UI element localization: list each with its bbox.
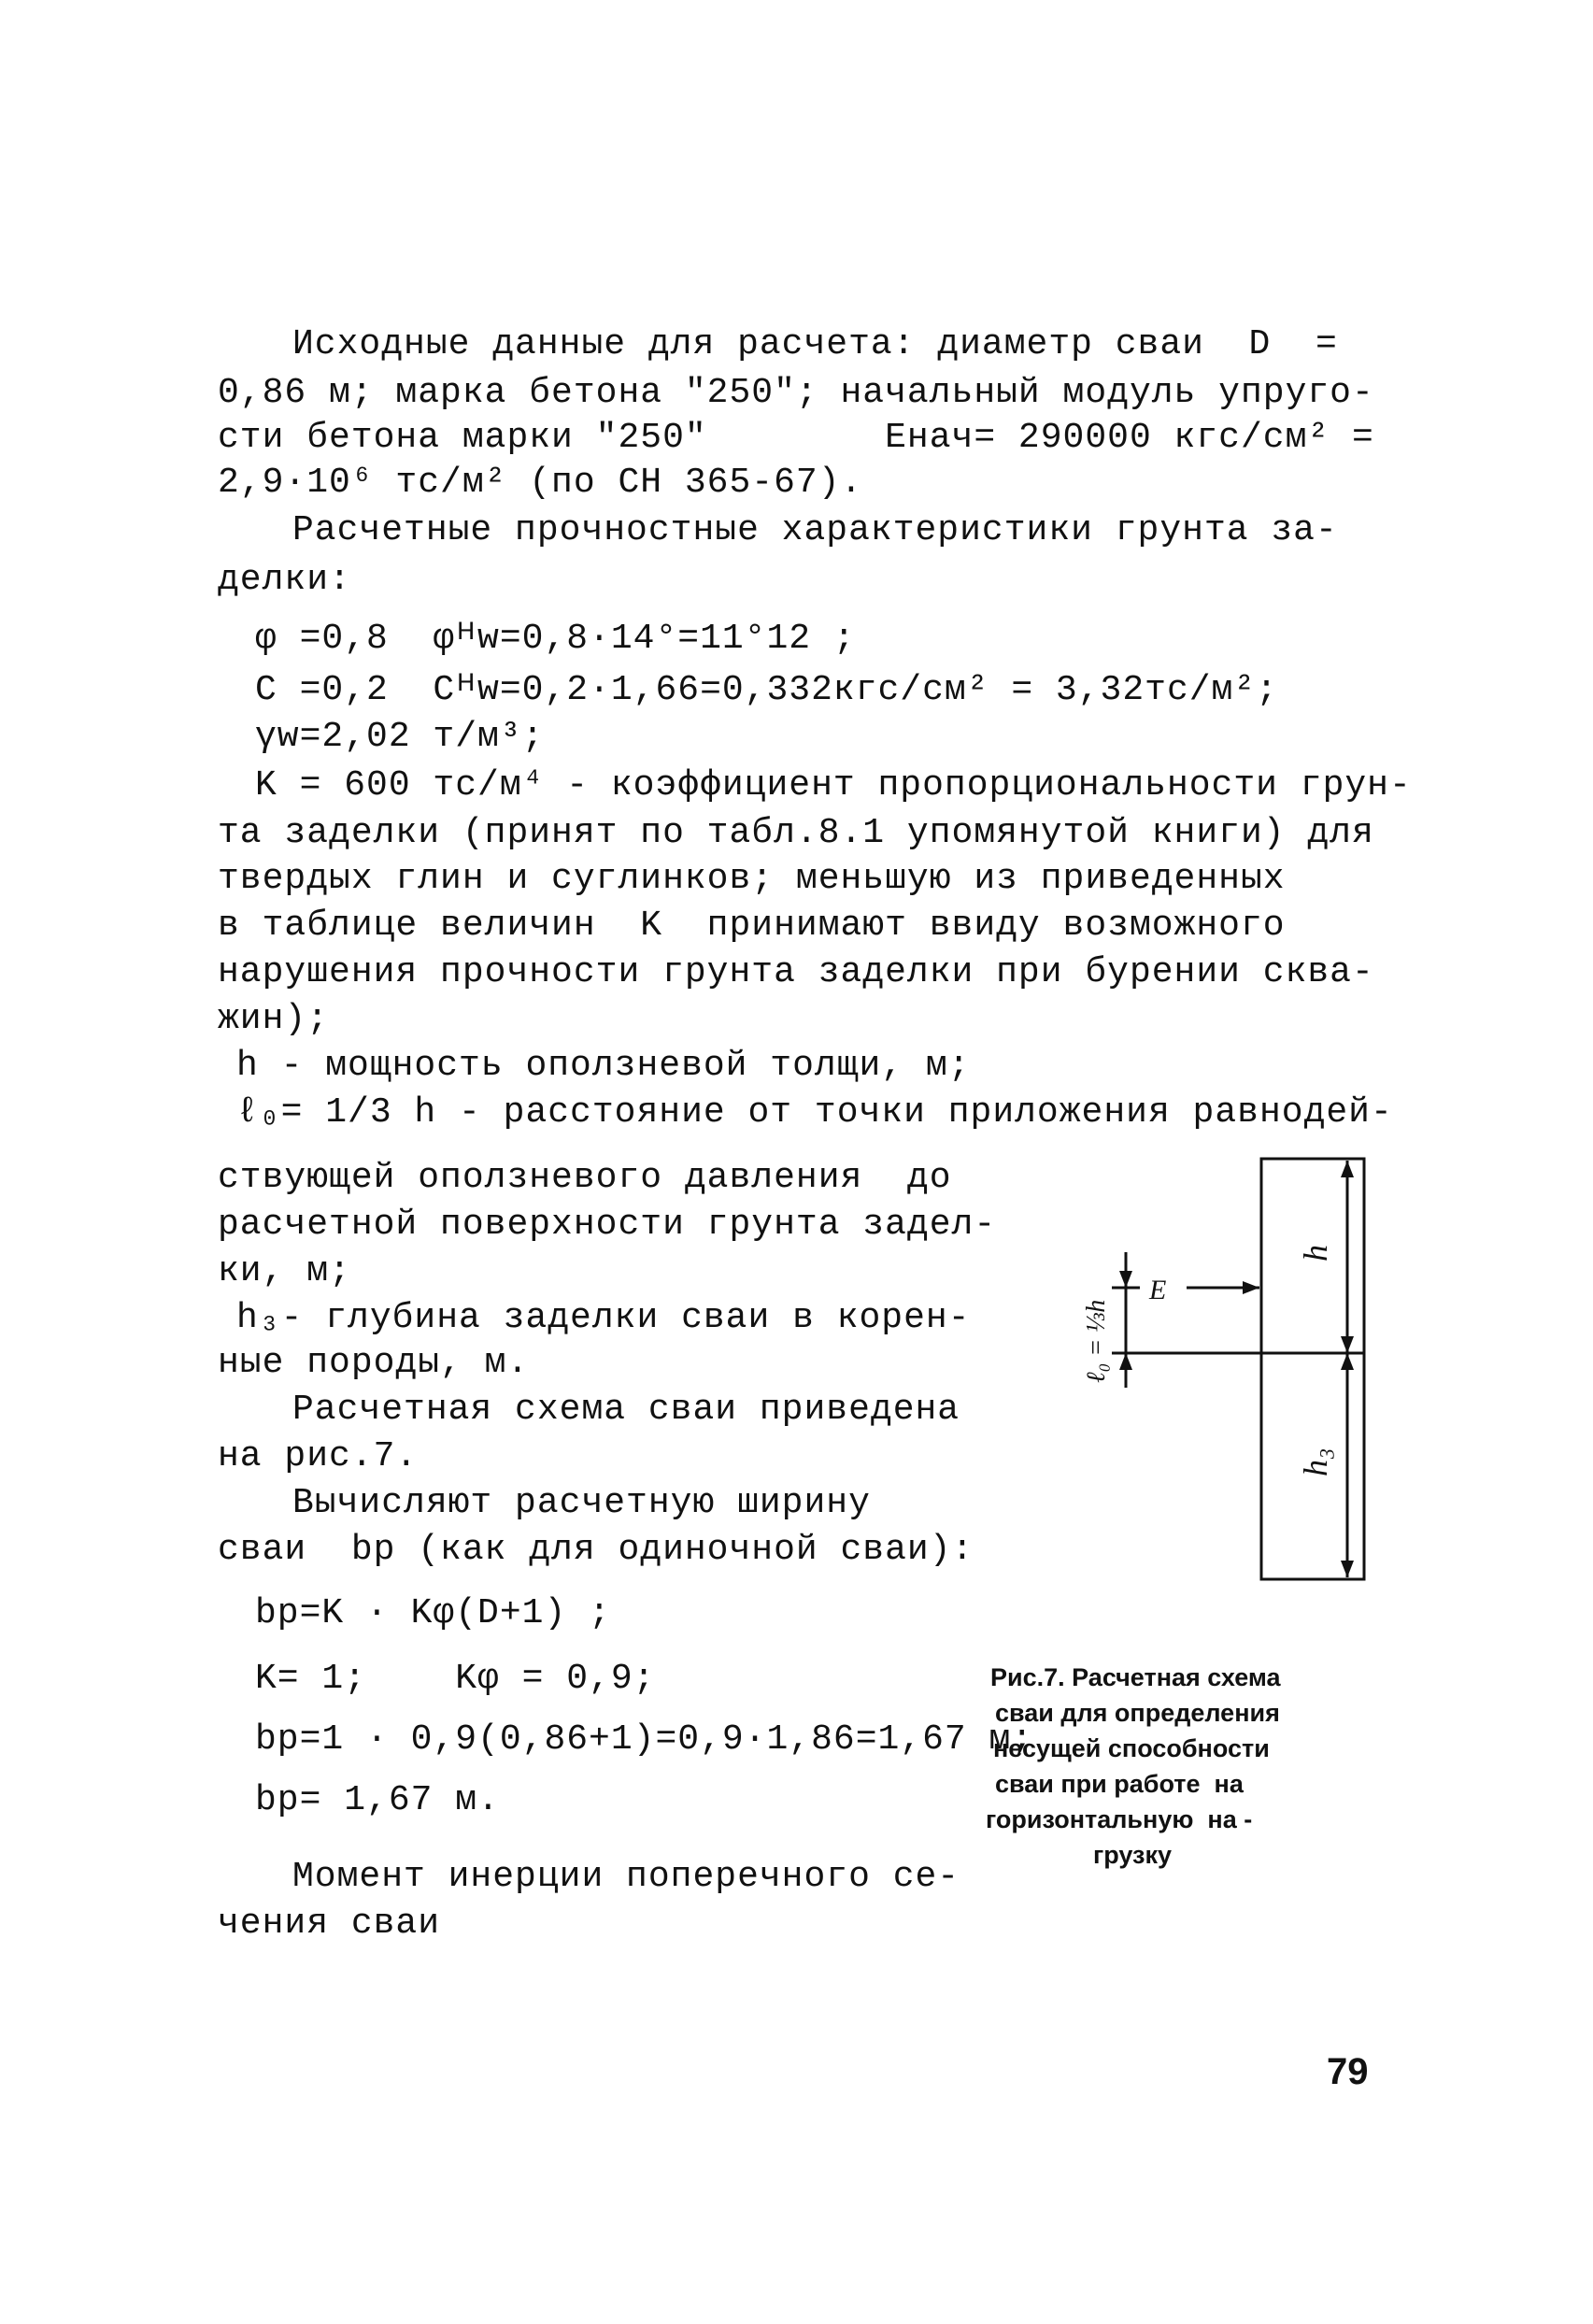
text-line: на рис.7. xyxy=(218,1436,419,1476)
text-line: та заделки (принят по табл.8.1 упомянутой книги) для xyxy=(218,813,1374,853)
formula-line: bp=1 · 0,9(0,86+1)=0,9·1,86=1,67 м; xyxy=(255,1719,1034,1760)
text-line: Момент инерции поперечного се- xyxy=(292,1857,960,1897)
formula-line: φ =0,8 φᴴw=0,8·14°=11°12 ; xyxy=(255,619,856,659)
text-line: ные породы, м. xyxy=(218,1343,530,1383)
force-label: E xyxy=(1149,1275,1167,1305)
arrowhead xyxy=(1243,1281,1259,1294)
figure-caption: несущей способности xyxy=(993,1734,1270,1762)
text-line: Исходные данные для расчета: диаметр сваи D = xyxy=(292,324,1338,364)
text-line: h₃- глубина заделки сваи в корен- xyxy=(236,1298,971,1338)
text-line: Вычисляют расчетную ширину xyxy=(292,1483,871,1523)
figure-caption: грузку xyxy=(1093,1841,1172,1869)
figure-caption: сваи при работе на xyxy=(995,1770,1244,1798)
formula-line: γw=2,02 т/м³; xyxy=(255,717,545,757)
text-line: в таблице величин K принимают ввиду возможного xyxy=(218,905,1286,946)
h3-label: h₃ xyxy=(1297,1447,1334,1476)
text-line: h - мощность оползневой толщи, м; xyxy=(236,1046,971,1086)
text-line: K = 600 тс/м⁴ - коэффициент пропорциональности грун- xyxy=(255,765,1412,806)
text-line: делки: xyxy=(218,560,351,600)
text-line: ки, м; xyxy=(218,1251,351,1291)
figure-caption: сваи для определения xyxy=(995,1699,1280,1727)
figure-caption: горизонтальную на - xyxy=(986,1805,1253,1833)
text-line: твердых глин и суглинков; меньшую из приведенных xyxy=(218,859,1286,899)
text-line: 2,9·10⁶ тс/м² (по СН 365-67). xyxy=(218,463,863,503)
text-line: расчетной поверхности грунта задел- xyxy=(218,1205,997,1245)
formula-line: C =0,2 Cᴴw=0,2·1,66=0,332кгс/см² = 3,32тс/м²; xyxy=(255,670,1278,710)
text-line: Расчетная схема сваи приведена xyxy=(292,1390,960,1430)
formula-line: bp=K · Kφ(D+1) ; xyxy=(255,1593,611,1633)
pile-scheme-diagram xyxy=(1046,1149,1420,1598)
text-line: чения сваи xyxy=(218,1903,441,1944)
formula-line: K= 1; Kφ = 0,9; xyxy=(255,1659,656,1699)
text-line: Расчетные прочностные характеристики грунта за- xyxy=(292,510,1338,550)
figure-caption: Рис.7. Расчетная схема xyxy=(990,1663,1281,1691)
text-line: сваи bp (как для одиночной сваи): xyxy=(218,1530,974,1570)
page-number: 79 xyxy=(1327,2051,1369,2092)
text-line: ствующей оползневого давления до xyxy=(218,1158,952,1198)
text-line: 0,86 м; марка бетона "250"; начальный модуль упруго- xyxy=(218,373,1374,413)
formula-line: bp= 1,67 м. xyxy=(255,1780,500,1820)
text-line: нарушения прочности грунта заделки при бурении сква- xyxy=(218,952,1374,992)
text-line: ℓ₀= 1/3 h - расстояние от точки приложения равнодей- xyxy=(236,1092,1393,1133)
text-line: жин); xyxy=(218,999,330,1039)
h-label: h xyxy=(1297,1245,1334,1262)
text-line: сти бетона марки "250" Eнач= 290000 кгс/см² = xyxy=(218,418,1374,458)
l0-label: ℓ₀ = ⅓h xyxy=(1082,1299,1111,1383)
